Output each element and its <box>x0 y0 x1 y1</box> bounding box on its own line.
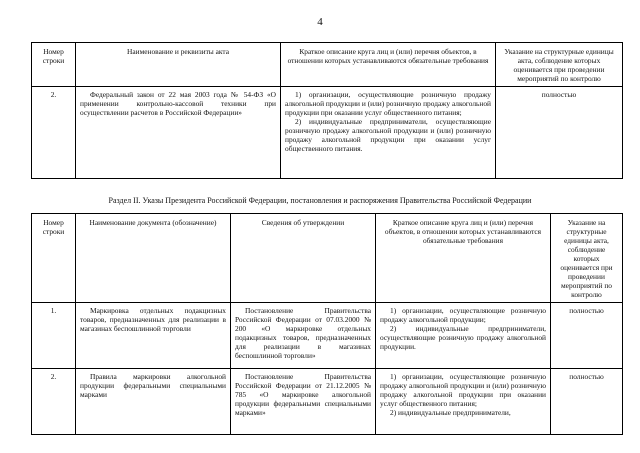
header-description: Краткое описание круга лиц и (или) перечня объектов, в отношении которых устанавливаются обязательные требования <box>281 43 496 87</box>
cell-doc: Правила маркировки алкогольной продукции федеральными специальными марками <box>76 369 231 435</box>
description-item-1: 1) организации, осуществляющие розничную продажу алкогольной продукции и (или) розничную продажу алкогольной продукции при оказании услуг общественного питания; <box>380 372 546 409</box>
table-header-row <box>32 214 623 303</box>
header-description: Краткое описание круга лиц и (или) перечня объектов, в отношении которых устанавливаются обязательные требования <box>376 214 551 303</box>
table-header-row <box>32 43 623 87</box>
header-row-no: Номер строки <box>32 214 76 303</box>
cell-row-no: 2. <box>32 87 76 179</box>
cell-description <box>376 369 551 435</box>
cell-approval: Постановление Правительства Российской Федерации от 07.03.2000 № 200 «О маркировке отдельных подакцизных товаров, предназначенных для реализации в магазинах беспошлинной торговли» <box>231 303 376 369</box>
description-item-2: 2) индивидуальные предприниматели, <box>390 408 511 418</box>
page-number: 4 <box>317 16 323 28</box>
header-row-no: Номер строки <box>32 43 76 87</box>
cell-row-no: 1. <box>32 303 76 369</box>
description-item-2: 2) индивидуальные предприниматели, осуществляющие розничную продажу алкогольной продукции и (или) розничную продажу алкогольной продукции при оказании услуг общественного питания. <box>285 117 491 154</box>
cell-structural-units: полностью <box>551 369 623 435</box>
cell-doc: Маркировка отдельных подакцизных товаров, предназначенных для реализации в магазинах беспошлинной торговли <box>76 303 231 369</box>
header-doc-name: Наименование документа (обозначение) <box>76 214 231 303</box>
header-structural-units: Указание на структурные единицы акта, соблюдение которых оценивается при проведении мероприятий по контролю <box>496 43 623 87</box>
cell-act: Федеральный закон от 22 мая 2003 года № 54-ФЗ «О применении контрольно-кассовой техники при осуществлении расчетов в Российской Федерации» <box>76 87 281 179</box>
description-item-2: 2) индивидуальные предприниматели, осуществляющие розничную продажу алкогольной продукции. <box>380 324 546 352</box>
table-federal-laws <box>31 42 623 179</box>
table-row <box>32 87 623 179</box>
header-approval: Сведения об утверждении <box>231 214 376 303</box>
description-item-1: 1) организации, осуществляющие розничную продажу алкогольной продукции и (или) розничную продажу алкогольной продукции при оказании услуг общественного питания; <box>285 90 491 118</box>
cell-structural-units: полностью <box>551 303 623 369</box>
header-structural-units: Указание на структурные единицы акта, соблюдение которых оценивается при проведении мероприятий по контролю <box>551 214 623 303</box>
cell-description <box>281 87 496 179</box>
cell-structural-units: полностью <box>496 87 623 179</box>
cell-approval: Постановление Правительства Российской Федерации от 21.12.2005 № 785 «О маркировке алкогольной продукции федеральными специальными марками» <box>231 369 376 435</box>
cell-row-no: 2. <box>32 369 76 435</box>
description-item-1: 1) организации, осуществляющие розничную продажу алкогольной продукции; <box>380 306 546 325</box>
table-decrees <box>31 213 623 435</box>
cell-description <box>376 303 551 369</box>
section-title: Раздел II. Указы Президента Российской Федерации, постановления и распоряжения Правительства Российской Федерации <box>108 196 532 205</box>
header-act-name: Наименование и реквизиты акта <box>76 43 281 87</box>
table-row <box>32 369 623 435</box>
table-row <box>32 303 623 369</box>
